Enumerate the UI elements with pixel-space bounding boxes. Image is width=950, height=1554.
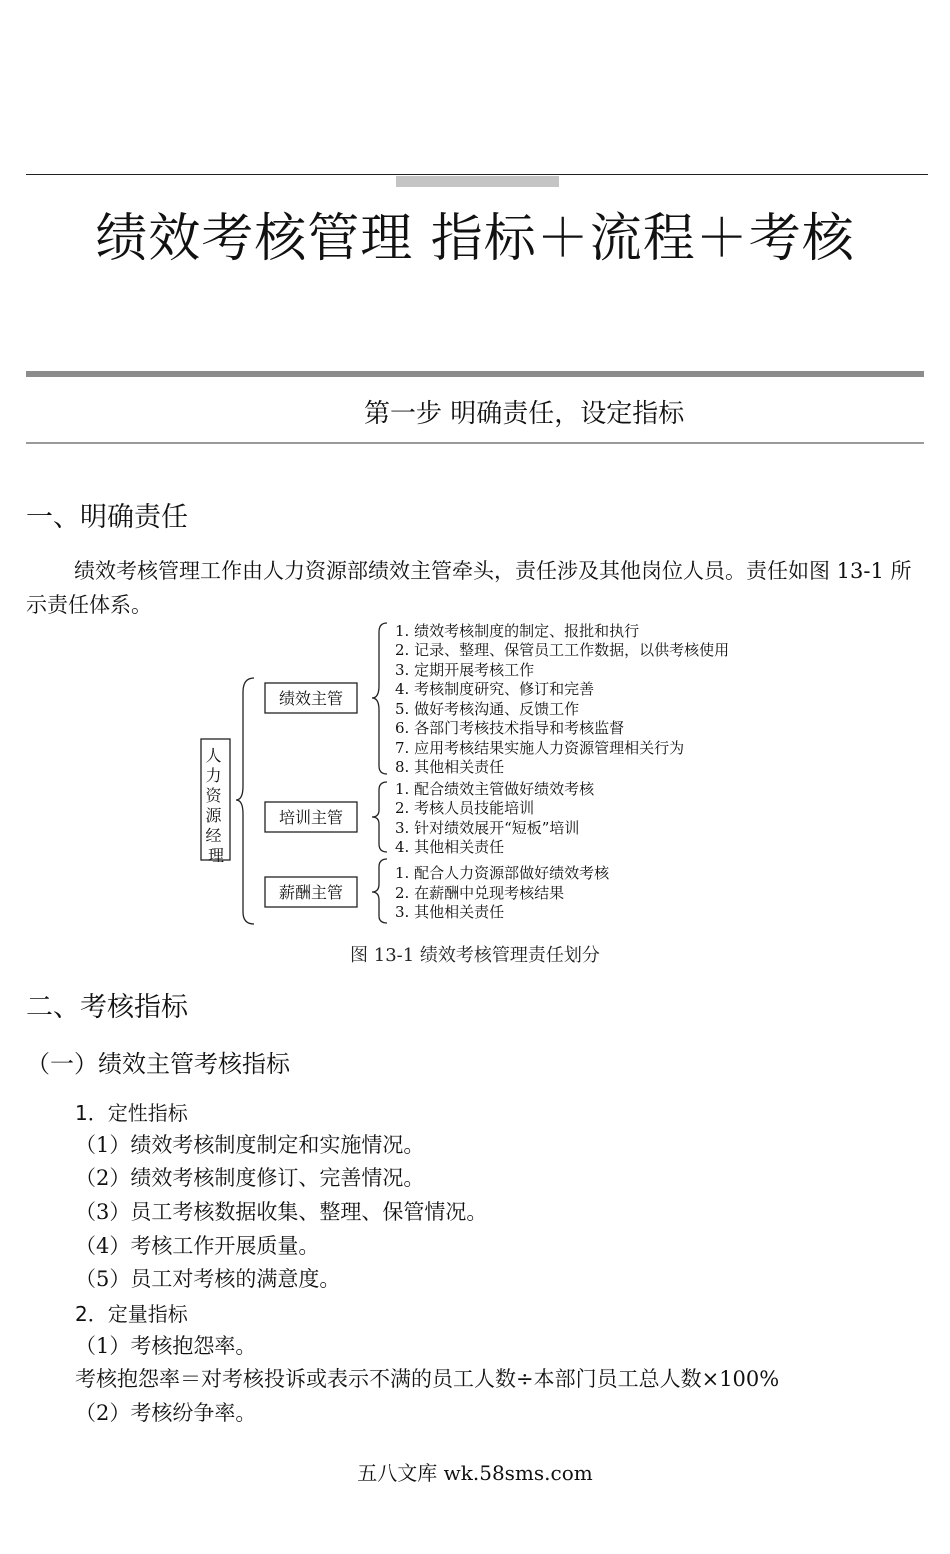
step-title: 第一步 明确责任，设定指标 [364,399,685,429]
document-title: 绩效考核管理 指标＋流程＋考核 [95,209,855,269]
diagram-item: 3. 其他相关责任 [395,903,505,921]
root-label: 人 力 资 源 经 理 [205,746,225,865]
diagram-item: 2. 记录、整理、保管员工工作数据，以供考核使用 [395,641,730,659]
diagram-item: 1. 配合人力资源部做好绩效考核 [395,864,610,882]
branch-label-training: 培训主管 [278,808,344,827]
diagram-item: 1. 配合绩效主管做好绩效考核 [395,780,595,798]
brace-training [372,782,387,852]
top-tab-decoration [396,176,559,187]
step-rule-bottom [26,442,924,444]
items-performance [395,622,729,776]
items-compensation [395,864,610,921]
diagram-item: 8. 其他相关责任 [395,758,505,776]
diagram-item: 3. 定期开展考核工作 [395,661,535,679]
subsection-heading-performance-manager: （一）绩效主管考核指标 [26,1050,290,1078]
diagram-item: 5. 做好考核沟通、反馈工作 [395,700,580,718]
section-heading-indicators: 二、考核指标 [26,992,188,1023]
quantitative-item: （2）考核纷争率。 [75,1401,257,1425]
items-training [395,780,595,856]
section-heading-responsibility: 一、明确责任 [26,502,188,533]
qualitative-heading: 1．定性指标 [75,1101,188,1125]
diagram-item: 3. 针对绩效展开“短板”培训 [395,819,580,837]
step-rule-top [26,371,924,377]
qualitative-item: （5）员工对考核的满意度。 [75,1267,341,1291]
root-brace [236,678,254,924]
branch-label-compensation: 薪酬主管 [278,883,344,902]
section-paragraph-responsibility: 绩效考核管理工作由人力资源部绩效主管牵头，责任涉及其他岗位人员。责任如图 13-1 所示责任体系。 [26,559,912,617]
quantitative-formula: 考核抱怨率＝对考核投诉或表示不满的员工人数÷本部门员工总人数×100% [75,1367,780,1391]
figure-caption: 图 13-1 绩效考核管理责任划分 [350,945,600,966]
diagram-item: 2. 考核人员技能培训 [395,799,535,817]
responsibility-diagram-svg [190,616,770,932]
diagram-item: 7. 应用考核结果实施人力资源管理相关行为 [395,739,685,757]
diagram-item: 2. 在薪酬中兑现考核结果 [395,884,565,902]
footer-watermark: 五八文库 wk.58sms.com [357,1461,593,1485]
diagram-item: 4. 其他相关责任 [395,838,505,856]
diagram-item: 4. 考核制度研究、修订和完善 [395,680,595,698]
qualitative-item: （1）绩效考核制度制定和实施情况。 [75,1133,425,1157]
diagram-item: 6. 各部门考核技术指导和考核监督 [395,719,625,737]
diagram-item: 1. 绩效考核制度的制定、报批和执行 [395,622,640,640]
quantitative-item: （1）考核抱怨率。 [75,1334,257,1358]
qualitative-item: （4）考核工作开展质量。 [75,1234,320,1258]
quantitative-heading: 2．定量指标 [75,1302,188,1326]
qualitative-item: （2）绩效考核制度修订、完善情况。 [75,1166,425,1190]
qualitative-item: （3）员工考核数据收集、整理、保管情况。 [75,1200,488,1224]
top-rule [26,174,928,175]
brace-compensation [372,859,387,923]
branch-label-performance: 绩效主管 [278,689,344,708]
responsibility-diagram [190,616,770,932]
brace-performance [372,623,387,774]
